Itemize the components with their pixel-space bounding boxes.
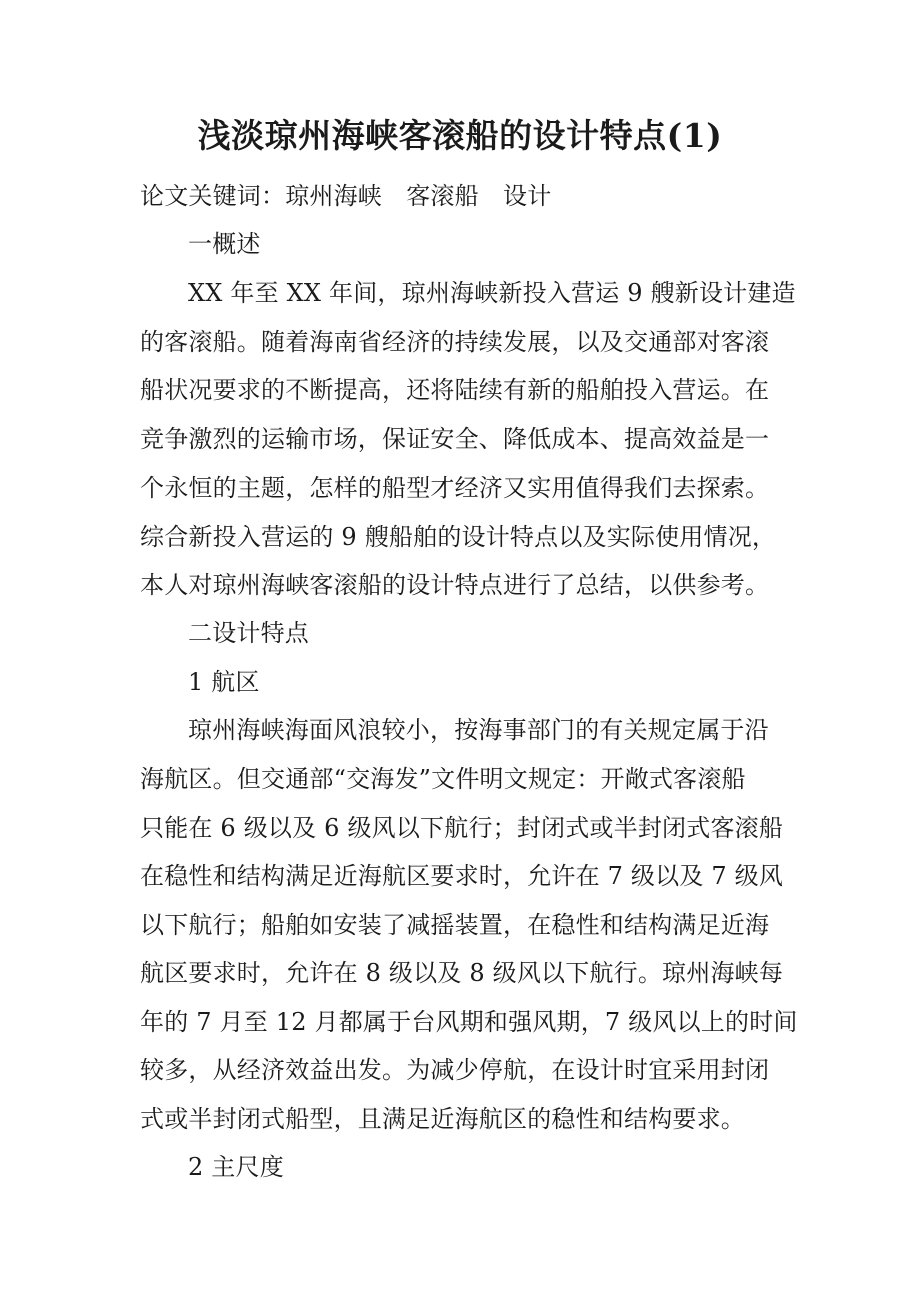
subsection-heading-main-dimensions: 2 主尺度 (188, 1153, 284, 1181)
paragraph-line: 较多，从经济效益出发。为减少停航，在设计时宜采用封闭 (140, 1056, 770, 1084)
paragraph-line: 海航区。但交通部“交海发”文件明文规定：开敞式客滚船 (140, 765, 746, 793)
section-heading-design-features: 二设计特点 (188, 619, 309, 647)
paragraph-line: 式或半封闭式船型，且满足近海航区的稳性和结构要求。 (140, 1105, 745, 1133)
paragraph-line: 只能在 6 级以及 6 级风以下航行；封闭式或半封闭式客滚船 (140, 814, 784, 842)
paragraph-line: 个永恒的主题，怎样的船型才经济又实用值得我们去探索。 (140, 474, 770, 502)
paragraph-line: 年的 7 月至 12 月都属于台风期和强风期，7 级风以上的时间 (140, 1008, 798, 1036)
paragraph-line: 以下航行；船舶如安装了减摇装置，在稳性和结构满足近海 (140, 911, 770, 939)
paragraph-line: 在稳性和结构满足近海航区要求时，允许在 7 级以及 7 级风 (140, 862, 784, 890)
keywords-line: 论文关键词：琼州海峡 客滚船 设计 (140, 182, 552, 210)
subsection-heading-navigation-area: 1 航区 (188, 668, 260, 696)
paragraph-line: 本人对琼州海峡客滚船的设计特点进行了总结，以供参考。 (140, 571, 770, 599)
document-title: 浅淡琼州海峡客滚船的设计特点(1) (197, 116, 723, 155)
paragraph-line: 的客滚船。随着海南省经济的持续发展，以及交通部对客滚 (140, 328, 770, 356)
paragraph-line: 船状况要求的不断提高，还将陆续有新的船舶投入营运。在 (140, 376, 770, 404)
paragraph-line: 综合新投入营运的 9 艘船舶的设计特点以及实际使用情况， (140, 523, 777, 551)
paragraph-line: 竞争激烈的运输市场，保证安全、降低成本、提高效益是一 (140, 425, 770, 453)
paragraph-line: XX 年至 XX 年间，琼州海峡新投入营运 9 艘新设计建造 (188, 279, 796, 307)
paragraph-line: 琼州海峡海面风浪较小，按海事部门的有关规定属于沿 (188, 716, 769, 744)
paragraph-line: 航区要求时，允许在 8 级以及 8 级风以下航行。琼州海峡每 (140, 959, 784, 987)
section-heading-overview: 一概述 (188, 230, 261, 258)
